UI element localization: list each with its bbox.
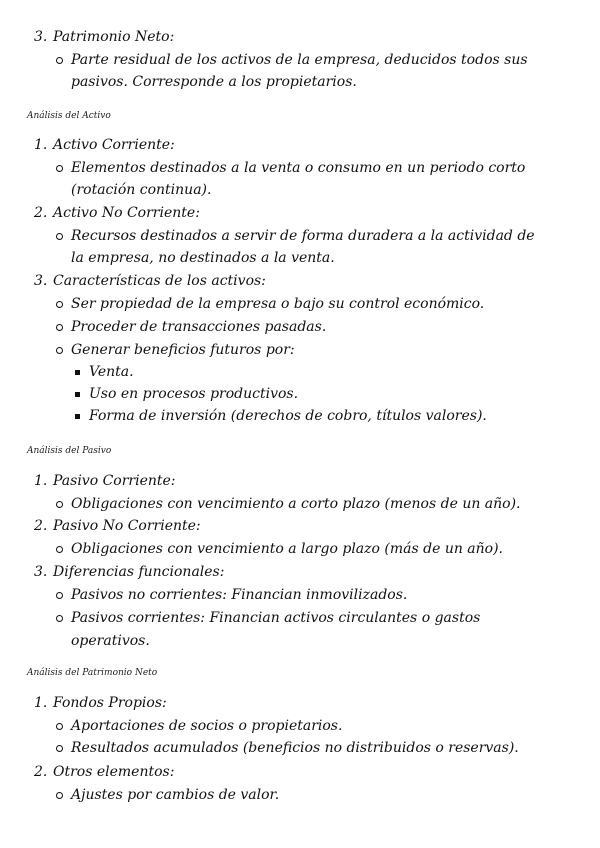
list-number: 2. (34, 205, 48, 221)
bullet-circle (56, 723, 63, 730)
bullet-circle (56, 57, 63, 64)
list-item-text: Parte residual de los activos de la empresa, deducidos todos sus (71, 52, 528, 68)
section-heading: Análisis del Patrimonio Neto (27, 668, 158, 678)
list-item-text: la empresa, no destinados a la venta. (71, 250, 335, 266)
list-number: 3. (34, 564, 48, 580)
sub-list-item-text: Forma de inversión (derechos de cobro, títulos valores). (89, 408, 487, 424)
list-number: 2. (34, 764, 48, 780)
list-number: 2. (34, 518, 48, 534)
list-item-text: Resultados acumulados (beneficios no distribuidos o reservas). (71, 740, 519, 756)
list-item-text: Obligaciones con vencimiento a largo plazo (más de un año). (71, 541, 504, 557)
list-item-text: Proceder de transacciones pasadas. (71, 319, 327, 335)
list-item-title: Pasivo No Corriente: (53, 518, 201, 534)
bullet-circle (56, 546, 63, 553)
sub-list-item-text: Uso en procesos productivos. (89, 386, 299, 402)
list-item-text: Obligaciones con vencimiento a corto plazo (menos de un año). (71, 496, 521, 512)
list-item-text: Recursos destinados a servir de forma duradera a la actividad de (71, 228, 535, 244)
list-item-title: Activo Corriente: (53, 137, 175, 153)
bullet-circle (56, 233, 63, 240)
sub-list-item-text: Venta. (89, 364, 134, 380)
list-item-title: Patrimonio Neto: (53, 29, 175, 45)
list-item-title: Diferencias funcionales: (53, 564, 225, 580)
list-item-text: (rotación continua). (71, 182, 212, 198)
list-item-text: Ajustes por cambios de valor. (71, 787, 280, 803)
list-item-text: Ser propiedad de la empresa o bajo su control económico. (71, 296, 485, 312)
list-number: 1. (34, 473, 48, 489)
list-number: 3. (34, 273, 48, 289)
bullet-circle (56, 324, 63, 331)
bullet-circle (56, 745, 63, 752)
bullet-circle (56, 501, 63, 508)
bullet-circle (56, 165, 63, 172)
list-item-text: Elementos destinados a la venta o consumo en un periodo corto (71, 160, 526, 176)
list-item-text: Pasivos corrientes: Financian activos circulantes o gastos (71, 610, 481, 626)
section-heading: Análisis del Activo (27, 111, 111, 121)
list-item-text: Pasivos no corrientes: Financian inmovilizados. (71, 587, 408, 603)
list-item-title: Otros elementos: (53, 764, 175, 780)
list-number: 1. (34, 695, 48, 711)
list-item-title: Pasivo Corriente: (53, 473, 176, 489)
bullet-circle (56, 792, 63, 799)
list-item-text: pasivos. Corresponde a los propietarios. (71, 74, 357, 90)
bullet-square (75, 370, 80, 375)
bullet-circle (56, 615, 63, 622)
bullet-square (75, 392, 80, 397)
list-item-title: Activo No Corriente: (53, 205, 200, 221)
bullet-square (75, 414, 80, 419)
list-number: 1. (34, 137, 48, 153)
list-number: 3. (34, 29, 48, 45)
bullet-circle (56, 592, 63, 599)
section-heading: Análisis del Pasivo (27, 446, 112, 456)
list-item-text: Aportaciones de socios o propietarios. (71, 718, 343, 734)
bullet-circle (56, 347, 63, 354)
bullet-circle (56, 301, 63, 308)
list-item-text: operativos. (71, 633, 150, 649)
list-item-title: Características de los activos: (53, 273, 266, 289)
list-item-text: Generar beneficios futuros por: (71, 342, 295, 358)
list-item-title: Fondos Propios: (53, 695, 167, 711)
